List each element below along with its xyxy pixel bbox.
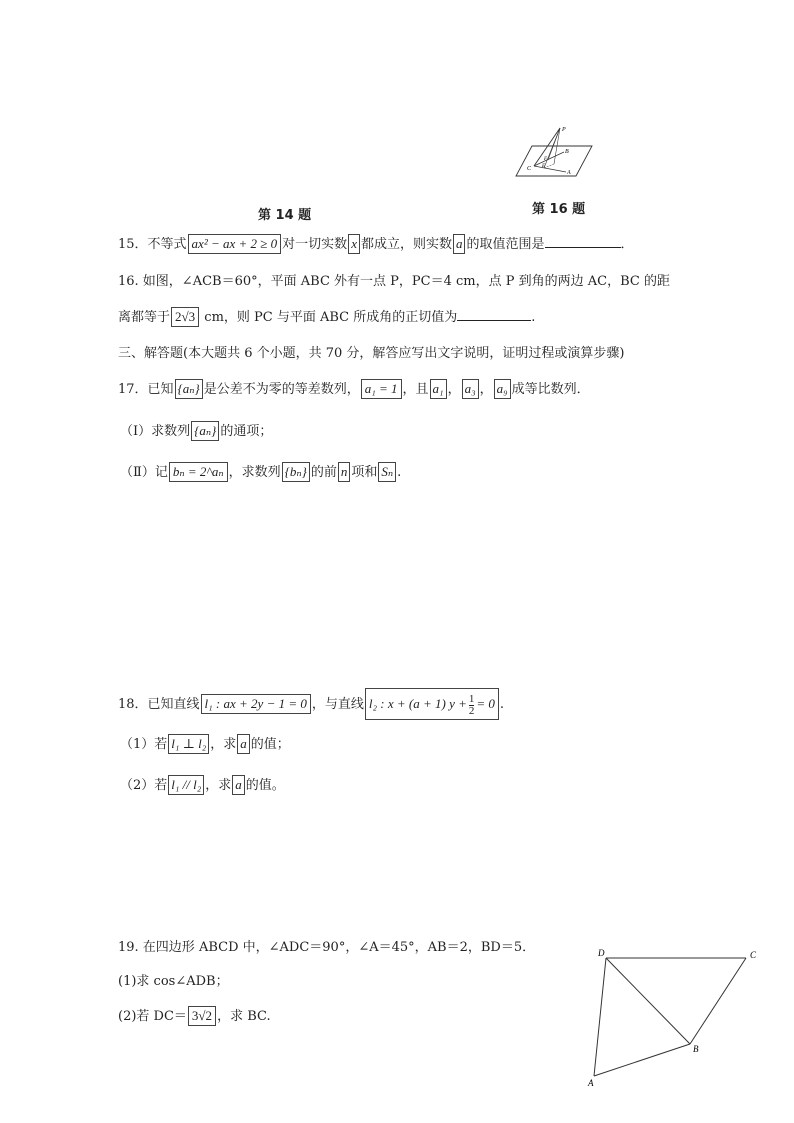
section-3-heading: 三、解答题(本大题共 6 个小题，共 70 分，解答应写出文字说明，证明过程或演算步骤) <box>118 346 625 361</box>
label-f: F <box>544 157 548 162</box>
figure-19 <box>580 944 764 1090</box>
q16-tail: cm，则 PC 与平面 ABC 所成角的正切值为 <box>204 310 458 325</box>
q18-p2-tail: 的值。 <box>245 778 285 793</box>
q17-p2-end: . <box>397 465 402 480</box>
q19-p2-lead: (2)若 DC＝ <box>118 1009 187 1024</box>
q17-bn-def: bₙ = 2^aₙ <box>169 462 228 482</box>
q16-value: 2√3 <box>171 307 199 327</box>
q18-p2-cond: l₁ // l₂ <box>168 775 204 795</box>
q17-p2-mid3: 项和 <box>351 465 378 480</box>
q18-frac-num: 1 <box>468 692 475 705</box>
q17-comma1: ， <box>447 382 461 397</box>
q17-a9: a₉ <box>494 379 511 399</box>
q17-tail: 成等比数列． <box>511 382 590 397</box>
q18-p1-mid: ，求 <box>210 737 237 752</box>
q17-p2-lead: （Ⅱ）记 <box>120 465 168 480</box>
q15-end: ． <box>620 237 634 252</box>
q19-dc-value: 3√2 <box>188 1006 216 1026</box>
q17-p1-lead: （Ⅰ）求数列 <box>120 424 191 439</box>
q18-frac-den: 2 <box>468 704 475 717</box>
q17-p2-seq: {bₙ} <box>282 462 310 482</box>
question-18-part2 <box>120 774 285 795</box>
q18-line-l2 <box>365 688 499 720</box>
q18-fraction <box>469 694 475 717</box>
q17-mid1: 是公差不为零的等差数列， <box>203 382 360 397</box>
q17-p2-sn: Sₙ <box>378 462 396 482</box>
q18-mid: ，与直线 <box>311 697 364 712</box>
q17-a1: a₁ <box>430 379 447 399</box>
label-p: P <box>562 127 566 133</box>
q17-mid2: ，且 <box>402 382 429 397</box>
segment-pf <box>548 128 560 160</box>
q16-answer-blank <box>457 308 531 321</box>
q18-l2-part-a: l₂ : x + (a + 1) y + <box>368 696 467 711</box>
q18-p2-lead: （2）若 <box>120 778 168 793</box>
q18-p1-tail: 的值； <box>250 737 290 752</box>
question-19-line1: 19. 在四边形 ABCD 中，∠ADC＝90°，∠A＝45°，AB＝2，BD＝5． <box>118 940 536 955</box>
vertex-label-c: C <box>750 950 757 960</box>
question-18-part1 <box>120 733 290 754</box>
q15-inequality: ax² − ax + 2 ≥ 0 <box>188 234 282 254</box>
q17-a1-eq: a₁ = 1 <box>361 379 402 399</box>
q16-end: . <box>531 310 536 325</box>
q15-mid2: 都成立，则实数 <box>360 237 452 252</box>
q18-p1-a: a <box>237 734 250 754</box>
segment-ca <box>534 166 566 172</box>
q19-p2-tail: ，求 BC. <box>217 1009 271 1024</box>
q18-p2-mid: ，求 <box>205 778 232 793</box>
q17-comma2: ， <box>479 382 493 397</box>
q15-tail: 的取值范围是 <box>466 237 545 252</box>
q17-p2-mid: ，求数列 <box>228 465 281 480</box>
q17-a3: a₃ <box>462 379 479 399</box>
q15-var-a: a <box>453 234 466 254</box>
q18-p1-lead: （1）若 <box>120 737 168 752</box>
label-e: E <box>542 164 546 169</box>
q17-p2-mid2: 的前 <box>310 465 337 480</box>
side-ad <box>594 958 606 1076</box>
question-15 <box>118 233 634 254</box>
q17-lead: 17．已知 <box>118 382 174 397</box>
diagonal-db <box>606 958 690 1044</box>
caption-fig16: 第 16 题 <box>532 202 586 217</box>
label-a: A <box>567 170 571 176</box>
q17-p2-n: n <box>338 462 351 482</box>
q18-end: . <box>499 697 505 712</box>
q18-p2-a: a <box>232 775 245 795</box>
q18-lead: 18．已知直线 <box>118 697 200 712</box>
question-17 <box>118 378 590 399</box>
figure-16 <box>514 124 596 180</box>
side-ba <box>594 1044 690 1076</box>
question-19-part1: (1)求 cos∠ADB； <box>118 974 229 989</box>
q15-answer-blank <box>545 235 621 248</box>
question-17-part2 <box>120 461 401 482</box>
question-19-part2 <box>118 1005 271 1026</box>
q15-var-x: x <box>348 234 360 254</box>
question-18 <box>118 688 504 720</box>
q15-mid1: 对一切实数 <box>282 237 348 252</box>
q17-p1-tail: 的通项； <box>220 424 273 439</box>
q18-line-l1: l₁ : ax + 2y − 1 = 0 <box>201 694 311 714</box>
q18-p1-cond: l₁ ⊥ l₂ <box>168 734 209 754</box>
question-16-line1: 16. 如图，∠ACB＝60°，平面 ABC 外有一点 P，PC＝4 cm，点 P 到角的两边 AC，BC 的距 <box>118 274 670 289</box>
q18-l2-part-b: = 0 <box>476 696 495 711</box>
label-c: C <box>527 166 532 172</box>
q17-p1-seq: {aₙ} <box>191 421 219 441</box>
vertex-label-a: A <box>588 1078 594 1088</box>
question-16-line2 <box>118 306 535 327</box>
side-cb <box>690 958 746 1044</box>
vertex-label-d: D <box>598 948 605 958</box>
label-b: B <box>565 149 569 155</box>
q15-lead: 15．不等式 <box>118 237 187 252</box>
caption-fig14: 第 14 题 <box>258 208 312 223</box>
q16-lead: 离都等于 <box>118 310 171 325</box>
question-17-part1 <box>120 420 272 441</box>
q17-seq: {aₙ} <box>175 379 203 399</box>
vertex-label-b: B <box>693 1044 699 1054</box>
